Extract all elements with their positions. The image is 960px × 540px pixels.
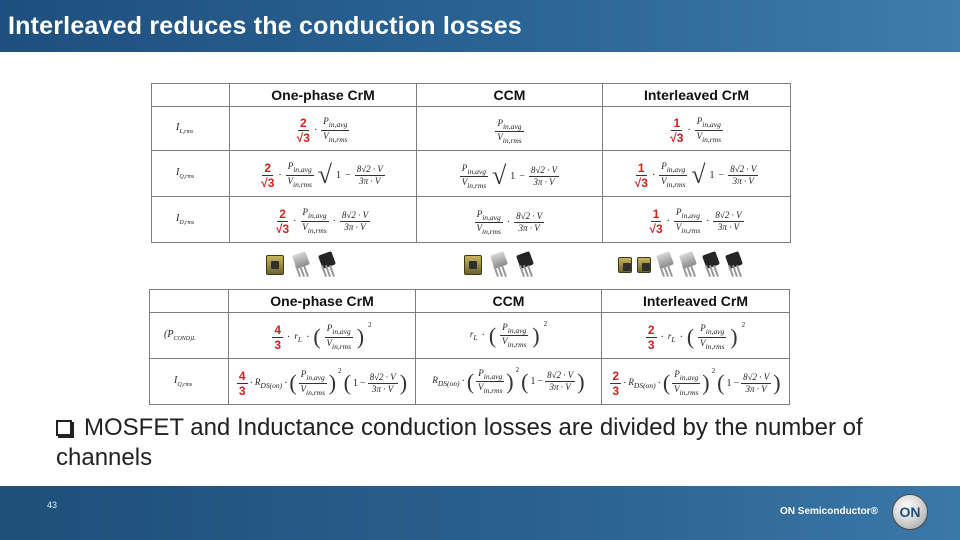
cell-pcond-ccm: $r_L$ · ( $\frac{P_{in,avg}}{V_{in,rms}}$ ) 2 bbox=[416, 313, 602, 359]
transistor-icon bbox=[516, 253, 534, 277]
cell-pcond-interleaved: $\frac{2}{3}$ · $r_L$ · ( $\frac{P_{in,avg}}{V_{in,rms}}$ ) 2 bbox=[602, 313, 790, 359]
transistor-icon bbox=[679, 253, 697, 277]
transistor-icon bbox=[702, 253, 720, 277]
row-label-il-rms: $I_{L,rms}$ bbox=[152, 107, 230, 151]
transistor-icon bbox=[292, 253, 310, 277]
header-ccm: CCM bbox=[417, 84, 603, 107]
components-one-phase bbox=[266, 248, 336, 282]
conduction-loss-table bbox=[149, 289, 790, 405]
header-one-phase-crm: One-phase CrM bbox=[229, 290, 416, 313]
header-ccm: CCM bbox=[416, 290, 602, 313]
inductor-icon bbox=[637, 257, 651, 273]
inductor-icon bbox=[266, 255, 284, 275]
cell-iq-one-phase: $\frac{2}{√3}$ · $\frac{P_{in,avg}}{V_{in,rms}}$ √ 1 − $\frac{8√2 \cdot V}{3\pi \cdot V}$ bbox=[230, 151, 417, 197]
slide-title: Interleaved reduces the conduction losses bbox=[8, 12, 522, 40]
rms-current-table bbox=[151, 83, 791, 243]
header-one-phase-crm: One-phase CrM bbox=[230, 84, 417, 107]
transistor-icon bbox=[490, 253, 508, 277]
cell-il-one-phase: $\frac{2}{√3}$ · $\frac{P_{in,avg}}{V_{in,rms}}$ bbox=[230, 107, 417, 151]
cell-id-one-phase: $\frac{2}{√3}$ · $\frac{P_{in,avg}}{V_{in,rms}}$ · $\frac{8√2 \cdot V}{3\pi \cdot V}$ bbox=[230, 197, 417, 243]
cell-iqloss-one-phase: $\frac{4}{3}$ · $R_{DS(on)}$ · ( $\frac{P_{in,avg}}{V_{in,rms}}$ ) 2 ( 1 − $\frac{8√2 \cdot V}{3\pi \cdot V}$ ) bbox=[229, 359, 416, 405]
row-label-iq-rms-loss: $I_{Q,rms}$ bbox=[150, 359, 229, 405]
title-bar bbox=[0, 0, 960, 52]
bullet-text: MOSFET and Inductance conduction losses are divided by the number of channels bbox=[56, 414, 863, 471]
cell-iq-interleaved: $\frac{1}{√3}$ · $\frac{P_{in,avg}}{V_{in,rms}}$ √ 1 − $\frac{8√2 \cdot V}{3\pi \cdot V}$ bbox=[603, 151, 791, 197]
inductor-icon bbox=[618, 257, 632, 273]
cell-il-ccm: $\frac{P_{in,avg}}{V_{in,rms}}$ bbox=[417, 107, 603, 151]
cell-iqloss-interleaved: $\frac{2}{3}$ · $R_{DS(on)}$ · ( $\frac{P_{in,avg}}{V_{in,rms}}$ ) 2 ( 1 − $\frac{8√2 \cdot V}{3\pi \cdot V}$ ) bbox=[602, 359, 790, 405]
header-blank bbox=[150, 290, 229, 313]
page-number: 43 bbox=[47, 500, 58, 510]
row-label-id-rms: $I_{D,rms}$ bbox=[152, 197, 230, 243]
cell-iq-ccm: $\frac{P_{in,avg}}{V_{in,rms}}$ √ 1 − $\frac{8√2 \cdot V}{3\pi \cdot V}$ bbox=[417, 151, 603, 197]
transistor-icon bbox=[656, 253, 674, 277]
checkbox-bullet-icon bbox=[56, 420, 72, 436]
inductor-icon bbox=[464, 255, 482, 275]
header-interleaved-crm: Interleaved CrM bbox=[603, 84, 791, 107]
on-semiconductor-logo-icon: ON bbox=[892, 494, 928, 530]
row-label-iq-rms: $I_{Q,rms}$ bbox=[152, 151, 230, 197]
cell-id-ccm: $\frac{P_{in,avg}}{V_{in,rms}}$ · $\frac{8√2 \cdot V}{3\pi \cdot V}$ bbox=[417, 197, 603, 243]
components-interleaved bbox=[618, 248, 743, 282]
transistor-icon bbox=[318, 253, 336, 277]
header-interleaved-crm: Interleaved CrM bbox=[602, 290, 790, 313]
cell-iqloss-ccm: $R_{DS(on)}$ · ( $\frac{P_{in,avg}}{V_{in,rms}}$ ) 2 ( 1 − $\frac{8√2 \cdot V}{3\pi \cdot V}$ ) bbox=[416, 359, 602, 405]
header-blank bbox=[152, 84, 230, 107]
bullet-point bbox=[56, 413, 896, 473]
cell-il-interleaved: $\frac{1}{√3}$ · $\frac{P_{in,avg}}{V_{in,rms}}$ bbox=[603, 107, 791, 151]
components-ccm bbox=[464, 248, 534, 282]
transistor-icon bbox=[725, 253, 743, 277]
brand-name: ON Semiconductor® bbox=[780, 506, 878, 517]
cell-pcond-one-phase: $\frac{4}{3}$ · $r_L$ · ( $\frac{P_{in,avg}}{V_{in,rms}}$ ) 2 bbox=[229, 313, 416, 359]
cell-id-interleaved: $\frac{1}{√3}$ · $\frac{P_{in,avg}}{V_{in,rms}}$ · $\frac{8√2 \cdot V}{3\pi \cdot V}$ bbox=[603, 197, 791, 243]
row-label-pcond-l: ($P_{COND)L}$ bbox=[150, 313, 229, 359]
